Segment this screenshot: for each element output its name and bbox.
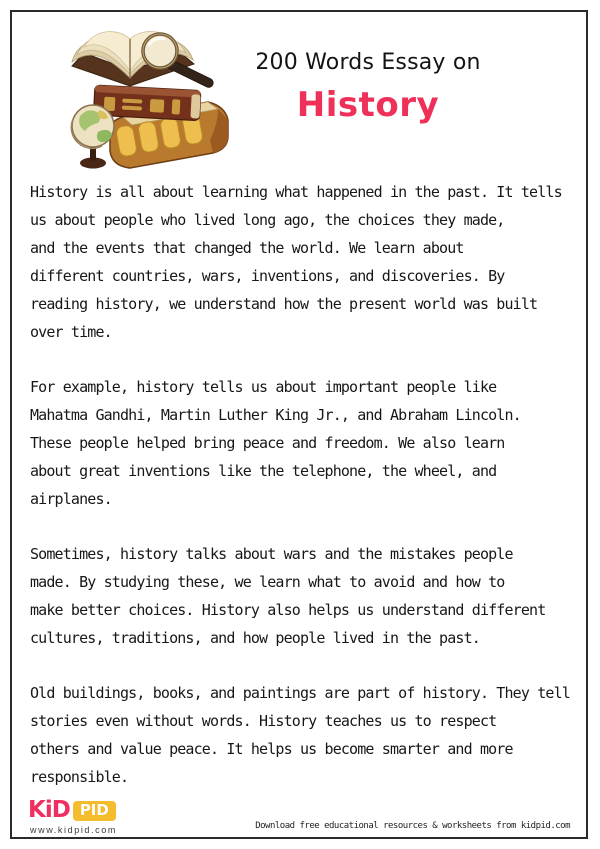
essay-paragraph — [30, 178, 576, 346]
essay-line: made. By studying these, we learn what to avoid and how to — [30, 573, 505, 591]
essay-paragraph — [30, 679, 576, 791]
essay-body — [30, 178, 576, 818]
books-globe-magnifier-illustration-icon — [60, 20, 235, 172]
essay-line: stories even without words. History teaches us to respect — [30, 712, 497, 730]
essay-line: different countries, wars, inventions, and discoveries. By — [30, 267, 505, 285]
kidpid-website-url: www.kidpid.com — [30, 825, 117, 835]
essay-line: For example, history tells us about important people like — [30, 378, 497, 396]
essay-line: These people helped bring peace and freedom. We also learn — [30, 434, 505, 452]
essay-line: History is all about learning what happened in the past. It tells — [30, 183, 562, 201]
kidpid-logo-pid-badge: PID — [73, 801, 116, 821]
essay-line: responsible. — [30, 768, 129, 786]
essay-title: History — [296, 85, 440, 125]
essay-line: Mahatma Gandhi, Martin Luther King Jr., and Abraham Lincoln. — [30, 406, 521, 424]
essay-line: reading history, we understand how the present world was built — [30, 295, 538, 313]
essay-line: make better choices. History also helps us understand different — [30, 601, 546, 619]
essay-paragraph — [30, 540, 576, 652]
essay-paragraph — [30, 373, 576, 513]
essay-line: airplanes. — [30, 490, 112, 508]
essay-line: Sometimes, history talks about wars and the mistakes people — [30, 545, 513, 563]
kidpid-logo-kid-text: KiD — [28, 797, 70, 823]
essay-line: over time. — [30, 323, 112, 341]
essay-line: others and value peace. It helps us become smarter and more — [30, 740, 513, 758]
essay-subtitle: 200 Words Essay on — [255, 50, 481, 75]
essay-line: us about people who lived long ago, the choices they made, — [30, 211, 505, 229]
globe-icon — [71, 105, 114, 169]
essay-line: cultures, traditions, and how people lived in the past. — [30, 629, 480, 647]
essay-line: and the events that changed the world. We learn about — [30, 239, 464, 257]
kidpid-logo — [28, 799, 116, 822]
footer-download-note: Download free educational resources & worksheets from kidpid.com — [255, 821, 570, 831]
essay-line: about great inventions like the telephone, the wheel, and — [30, 462, 497, 480]
essay-line: Old buildings, books, and paintings are part of history. They tell — [30, 684, 570, 702]
header — [232, 50, 504, 125]
